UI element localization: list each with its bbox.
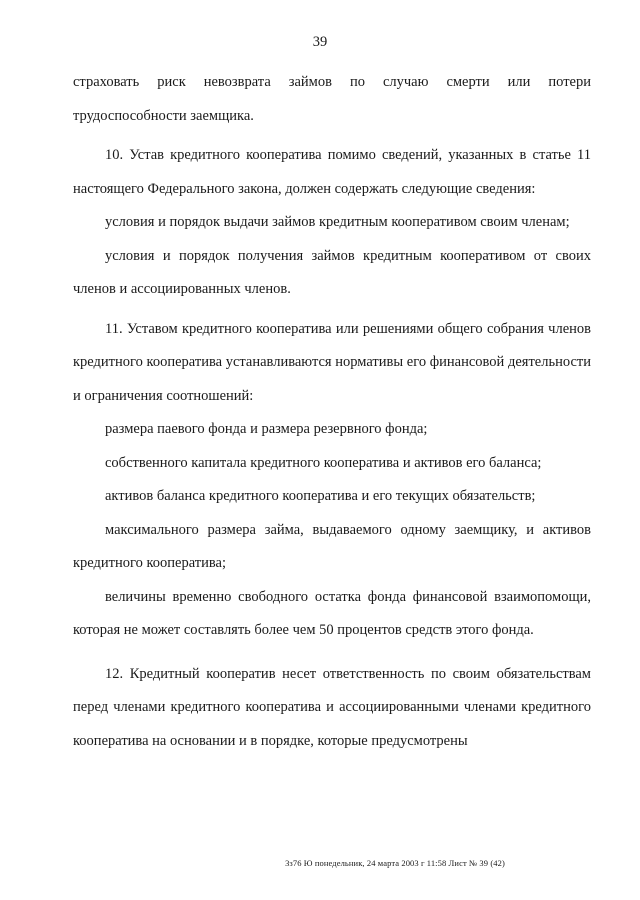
body-text: [73, 66, 591, 758]
paragraph-11-item-1: размера паевого фонда и размера резервного фонда;: [105, 421, 428, 437]
paragraph-11-item-5: величины временно свободного остатка фонда финансовой взаимопомощи, которая не может составлять более чем 50 процентов средств этого фонда.: [73, 588, 591, 638]
paragraph-11-item-4: максимального размера займа, выдаваемого одному заемщику, и активов кредитного кооператива;: [73, 521, 591, 571]
paragraph-10-item-2: условия и порядок получения займов кредитным кооперативом от своих членов и ассоциированных членов.: [73, 247, 591, 297]
paragraph-10: 10. Устав кредитного кооператива помимо сведений, указанных в статье 11 настоящего Федерального закона, должен содержать следующие сведения:: [73, 147, 591, 197]
paragraph-11-item-2: собственного капитала кредитного кооператива и активов его баланса;: [105, 454, 542, 471]
paragraph-continuation: страховать риск невозврата займов по случаю смерти или потери трудоспособности заемщика.: [73, 74, 591, 124]
page-number: 39: [312, 34, 328, 50]
print-footer: 3з76 Ю понедельник, 24 марта 2003 г 11:58 Лист № 39 (42): [285, 858, 505, 868]
paragraph-10-item-1: условия и порядок выдачи займов кредитным кооперативом своим членам;: [105, 214, 570, 230]
paragraph-11-item-3: активов баланса кредитного кооператива и его текущих обязательств;: [105, 488, 536, 504]
paragraph-11: 11. Уставом кредитного кооператива или решениями общего собрания членов кредитного кооператива устанавливаются нормативы его финансовой деятельности и ограничения соотношений:: [73, 320, 591, 404]
paragraph-12: 12. Кредитный кооператив несет ответственность по своим обязательствам перед членами кредитного кооператива и ассоциированными членами кредитного кооператива на основании и в порядке, которые предусмотрены: [73, 665, 591, 749]
